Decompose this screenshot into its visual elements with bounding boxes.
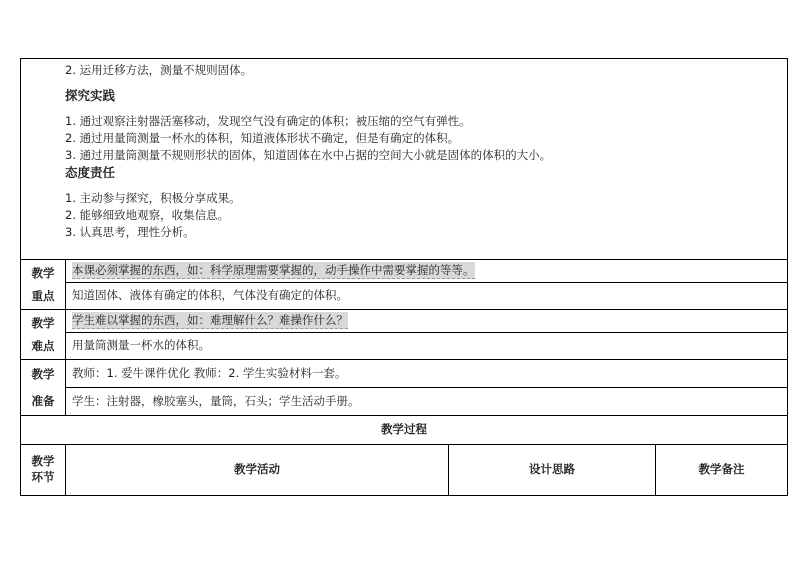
difficulty-row-content: [21, 333, 788, 360]
difficulty-row-hint: [21, 310, 788, 333]
difficulty-label: 教学 难点: [21, 310, 66, 360]
focus-content: 知道固体、液体有确定的体积，气体没有确定的体积。: [66, 283, 788, 310]
focus-row-hint: [21, 260, 788, 283]
prep-row-student: [21, 388, 788, 416]
process-title: 教学过程: [21, 416, 788, 445]
prep-row-teacher: [21, 360, 788, 388]
process-title-row: [21, 416, 788, 445]
col-design-header: 设计思路: [449, 445, 656, 496]
col-activity-header: 教学活动: [66, 445, 449, 496]
difficulty-hint-cell: [66, 310, 788, 333]
focus-hint: 本课必须掌握的东西，如：科学原理需要掌握的，动手操作中需要掌握的等等。: [72, 263, 475, 278]
objective-line: 2. 运用迁移方法，测量不规则固体。: [65, 63, 253, 77]
col-notes-header: 教学备注: [656, 445, 788, 496]
prep-student: 学生：注射器，橡胶塞头，量筒，石头；学生活动手册。: [66, 388, 788, 416]
objective-line: 1. 通过观察注射器活塞移动，发现空气没有确定的体积；被压缩的空气有弹性。: [65, 114, 471, 128]
lesson-plan-table: [20, 58, 788, 496]
process-header-row: [21, 445, 788, 496]
prep-label: 教学 准备: [21, 360, 66, 416]
objectives-row: [21, 59, 788, 260]
objective-line: 3. 通过用量筒测量不规则形状的固体，知道固体在水中占据的空间大小就是固体的体积的大小。: [65, 148, 552, 162]
col-stage-header: 教学 环节: [21, 445, 66, 496]
prep-teacher: 教师：1. 爱牛课件优化 教师：2. 学生实验材料一套。: [66, 360, 788, 388]
focus-row-content: [21, 283, 788, 310]
section-heading: 态度责任: [65, 165, 116, 180]
objective-line: 2. 能够细致地观察，收集信息。: [65, 208, 230, 222]
focus-hint-cell: [66, 260, 788, 283]
objectives-cell: [21, 59, 788, 260]
section-heading: 探究实践: [65, 88, 116, 103]
objective-line: 3. 认真思考，理性分析。: [65, 225, 195, 239]
difficulty-hint: 学生难以掌握的东西，如：难理解什么？难操作什么？: [72, 313, 348, 328]
focus-label: 教学 重点: [21, 260, 66, 310]
objective-line: 2. 通过用量筒测量一杯水的体积，知道液体形状不确定，但是有确定的体积。: [65, 131, 460, 145]
difficulty-content: 用量筒测量一杯水的体积。: [66, 333, 788, 360]
objective-line: 1. 主动参与探究，积极分享成果。: [65, 191, 241, 205]
